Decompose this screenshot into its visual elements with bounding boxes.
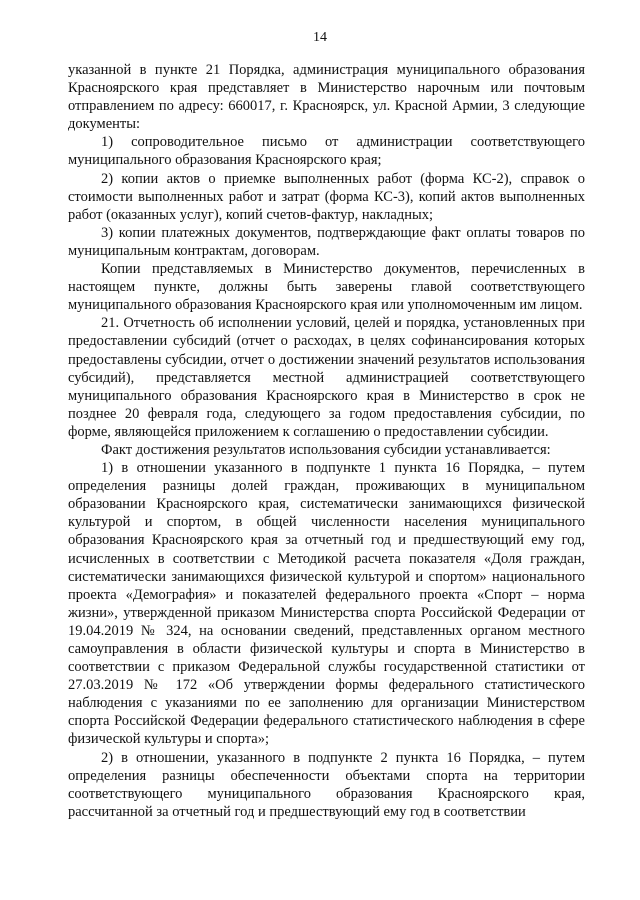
paragraph-result-2: 2) в отношении, указанного в подпункте 2 пункта 16 Порядка, – путем определения разницы обеспеченности объектами спорта на территории соответствующего муниципального образования Красноярского края, рассчитанной за отчетный год и предшествующий ему год в соответствии <box>68 749 585 820</box>
paragraph-results-intro: Факт достижения результатов использования субсидии устанавливается: <box>101 441 551 458</box>
paragraph-section-21: 21. Отчетность об исполнении условий, целей и порядка, установленных при предоставлении субсидий (отчет о расходах, в целях софинансирования которых предоставлены субсидии, отчет о достижении значений результатов использования субсидий), представляется местной администрацией соответствующего муниципального образования Красноярского края в Министерство в срок не позднее 20 февраля года, следующего за годом предоставления субсидии, по форме, являющейся приложением к соглашению о предоставлении субсидии. <box>68 315 585 440</box>
document-body <box>68 61 585 821</box>
paragraph-copies: Копии представляемых в Министерство документов, перечисленных в настоящем пункте, должны быть заверены главой соответствующего муниципального образования Красноярского края или уполномоченным им лицом. <box>68 261 585 314</box>
paragraph-intro: указанной в пункте 21 Порядка, администрация муниципального образования Красноярского края представляет в Министерство нарочным или почтовым отправлением по адресу: 660017, г. Красноярск, ул. Красной Армии, 3 следующие документы: <box>68 62 585 133</box>
paragraph-item-2: 2) копии актов о приемке выполненных работ (форма КС-2), справок о стоимости выполненных работ и затрат (форма КС-3), копий актов выполненных работ (оказанных услуг), копий счетов-фактур, накладных; <box>68 170 585 223</box>
paragraph-item-1: 1) сопроводительное письмо от администрации соответствующего муниципального образования Красноярского края; <box>68 134 585 169</box>
paragraph-result-1: 1) в отношении указанного в подпункте 1 пункта 16 Порядка, – путем определения разницы долей граждан, проживающих в муниципальном образовании Красноярского края, систематически занимающихся физической культурой и спортом, в общей численности населения муниципального образования Красноярского края за отчетный год и предшествующий ему год, исчисленных в соответствии с Методикой расчета показателя «Доля граждан, систематически занимающихся физической культурой и спортом» национального проекта «Демография» и показателей федерального проекта «Спорт – норма жизни», утвержденной приказом Министерства спорта Российской Федерации от 19.04.2019 № 324, на основании сведений, представленных органом местного самоуправления в области физической культуры и спорта в Министерство в соответствии с приказом Федеральной службы государственной статистики от 27.03.2019 № 172 «Об утверждении формы федерального статистического наблюдения с указаниями по ее заполнению для организации Министерством спорта Российской Федерации федерального статистического наблюдения в сфере физической культуры и спорта»; <box>68 460 585 748</box>
paragraph-item-3: 3) копии платежных документов, подтверждающие факт оплаты товаров по муниципальным контрактам, договорам. <box>68 224 585 259</box>
page-number: 14 <box>313 30 327 45</box>
